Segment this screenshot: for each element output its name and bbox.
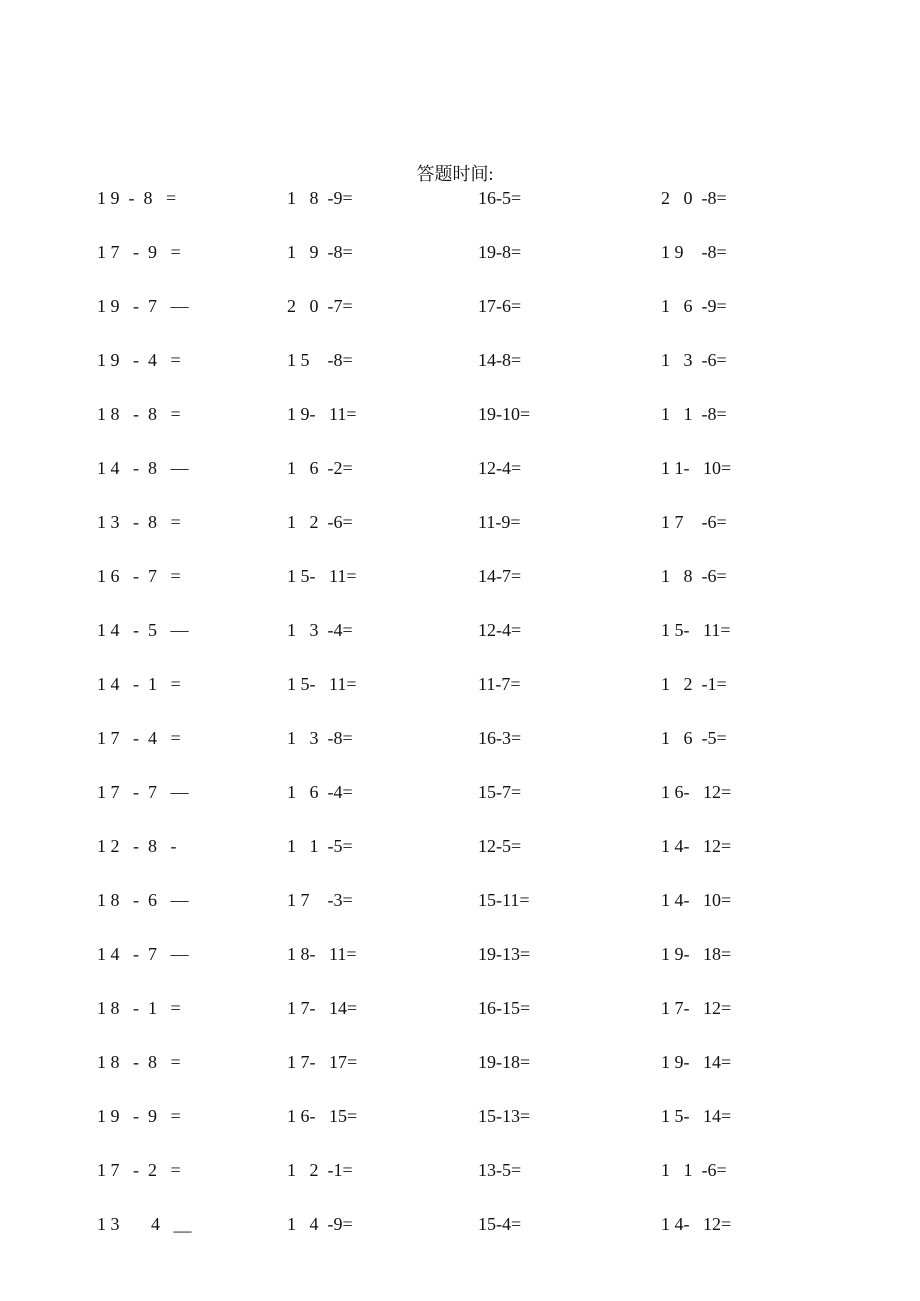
problem-cell: 1 1 -8=: [661, 404, 727, 424]
problem-row: [0, 776, 920, 830]
problem-cell: 1 6 - 7 =: [97, 566, 181, 586]
problem-row: [0, 506, 920, 560]
problem-row: [0, 560, 920, 614]
problem-cell: 1 1- 10=: [661, 458, 732, 478]
problem-cell: 2 0 -8=: [661, 188, 727, 208]
problem-cell: 1 6- 12=: [661, 782, 732, 802]
problem-cell: 19-10=: [478, 404, 531, 424]
problem-cell: 2 0 -7=: [287, 296, 353, 316]
problem-cell: 1 6 -2=: [287, 458, 353, 478]
problem-cell: 1 4 -9=: [287, 1214, 353, 1234]
problem-cell: 1 1 -6=: [661, 1160, 727, 1180]
problem-cell: 1 6 -4=: [287, 782, 353, 802]
problem-cell: 1 9 -8=: [661, 242, 727, 262]
problem-cell: 1 5- 11=: [287, 566, 357, 586]
problem-cell: 1 4 - 1 =: [97, 674, 181, 694]
problem-cell: 1 2 -6=: [287, 512, 353, 532]
problem-row: [0, 290, 920, 344]
problem-cell: 1 8 -6=: [661, 566, 727, 586]
problem-row: [0, 452, 920, 506]
problem-cell: 1 4- 12=: [661, 836, 732, 856]
problem-row: [0, 1208, 920, 1256]
problem-cell: 1 9 - 8 =: [97, 188, 177, 208]
problem-cell: 1 7 - 9 =: [97, 242, 181, 262]
problem-cell: 1 6 -5=: [661, 728, 727, 748]
problem-cell: 1 5- 14=: [661, 1106, 732, 1126]
problem-cell: 1 8 - 8 =: [97, 1052, 181, 1072]
problem-cell: 1 9- 11=: [287, 404, 357, 424]
problem-cell: 1 4- 10=: [661, 890, 732, 910]
problem-cell: 1 3 -4=: [287, 620, 353, 640]
problem-cell: 1 7 - 2 =: [97, 1160, 181, 1180]
problem-cell: 15-4=: [478, 1214, 522, 1234]
problem-cell: 1 5- 11=: [661, 620, 731, 640]
problem-cell: 17-6=: [478, 296, 522, 316]
problem-cell: 19-13=: [478, 944, 531, 964]
problem-cell: 15-7=: [478, 782, 522, 802]
problem-cell: 12-5=: [478, 836, 522, 856]
problem-row: [0, 344, 920, 398]
problem-cell: 1 9 -8=: [287, 242, 353, 262]
problem-cell: 14-7=: [478, 566, 522, 586]
problem-row: [0, 884, 920, 938]
problem-row: [0, 236, 920, 290]
problem-cell: 1 7- 14=: [287, 998, 358, 1018]
problem-cell: 1 4 - 7 —: [97, 944, 189, 964]
problem-cell: 1 6- 15=: [287, 1106, 358, 1126]
problem-cell: 1 9- 14=: [661, 1052, 732, 1072]
problem-cell: 1 9 - 7 —: [97, 296, 189, 316]
problem-row: [0, 722, 920, 776]
problem-cell: 15-11=: [478, 890, 530, 910]
problem-cell: 1 3 -8=: [287, 728, 353, 748]
problem-cell: 12-4=: [478, 458, 522, 478]
problem-cell: 11-7=: [478, 674, 521, 694]
problem-row: [0, 1046, 920, 1100]
problem-row: [0, 830, 920, 884]
problem-cell: 1 2 -1=: [287, 1160, 353, 1180]
problem-row: [0, 938, 920, 992]
problem-cell: 1 9 - 4 =: [97, 350, 181, 370]
problem-cell: 1 8 - 8 =: [97, 404, 181, 424]
problem-row: [0, 1154, 920, 1208]
problem-cell: 1 9- 18=: [661, 944, 732, 964]
problem-row: [0, 398, 920, 452]
problem-cell: 13-5=: [478, 1160, 522, 1180]
problem-row: [0, 668, 920, 722]
problem-cell: 1 7- 12=: [661, 998, 732, 1018]
problem-cell: 1 2 -1=: [661, 674, 727, 694]
problem-cell: 16-5=: [478, 188, 522, 208]
problem-cell: 1 3 -6=: [661, 350, 727, 370]
problem-cell: 1 7 - 4 =: [97, 728, 181, 748]
problem-cell: 1 9 - 9 =: [97, 1106, 181, 1126]
problem-cell: 1 4 - 5 —: [97, 620, 189, 640]
problem-cell: 16-3=: [478, 728, 522, 748]
problem-row: [0, 992, 920, 1046]
problem-cell: 1 4 - 8 —: [97, 458, 189, 478]
problem-row: [0, 614, 920, 668]
problem-cell: 1 4- 12=: [661, 1214, 732, 1234]
problem-cell: 1 5- 11=: [287, 674, 357, 694]
problem-cell: 1 3 4 __: [97, 1214, 192, 1234]
problem-cell: 16-15=: [478, 998, 531, 1018]
problem-cell: 1 7 -6=: [661, 512, 727, 532]
problem-cell: 1 8 - 6 —: [97, 890, 189, 910]
problem-cell: 1 8- 11=: [287, 944, 357, 964]
problem-cell: 1 3 - 8 =: [97, 512, 181, 532]
problem-row: [0, 182, 920, 236]
problem-cell: 1 5 -8=: [287, 350, 353, 370]
problem-cell: 1 8 - 1 =: [97, 998, 181, 1018]
problem-cell: 1 7 -3=: [287, 890, 353, 910]
answer-time-label: 答题时间:: [416, 164, 494, 184]
problem-cell: 11-9=: [478, 512, 521, 532]
problem-cell: 14-8=: [478, 350, 522, 370]
problem-cell: 1 1 -5=: [287, 836, 353, 856]
problem-cell: 1 7- 17=: [287, 1052, 358, 1072]
problem-cell: 1 7 - 7 —: [97, 782, 189, 802]
problem-cell: 19-18=: [478, 1052, 531, 1072]
subtraction-worksheet: [0, 182, 920, 1256]
problem-cell: 1 2 - 8 -: [97, 836, 177, 856]
problem-cell: 15-13=: [478, 1106, 531, 1126]
problem-cell: 19-8=: [478, 242, 522, 262]
problem-row: [0, 1100, 920, 1154]
problem-cell: 1 6 -9=: [661, 296, 727, 316]
problem-cell: 12-4=: [478, 620, 522, 640]
problem-cell: 1 8 -9=: [287, 188, 353, 208]
